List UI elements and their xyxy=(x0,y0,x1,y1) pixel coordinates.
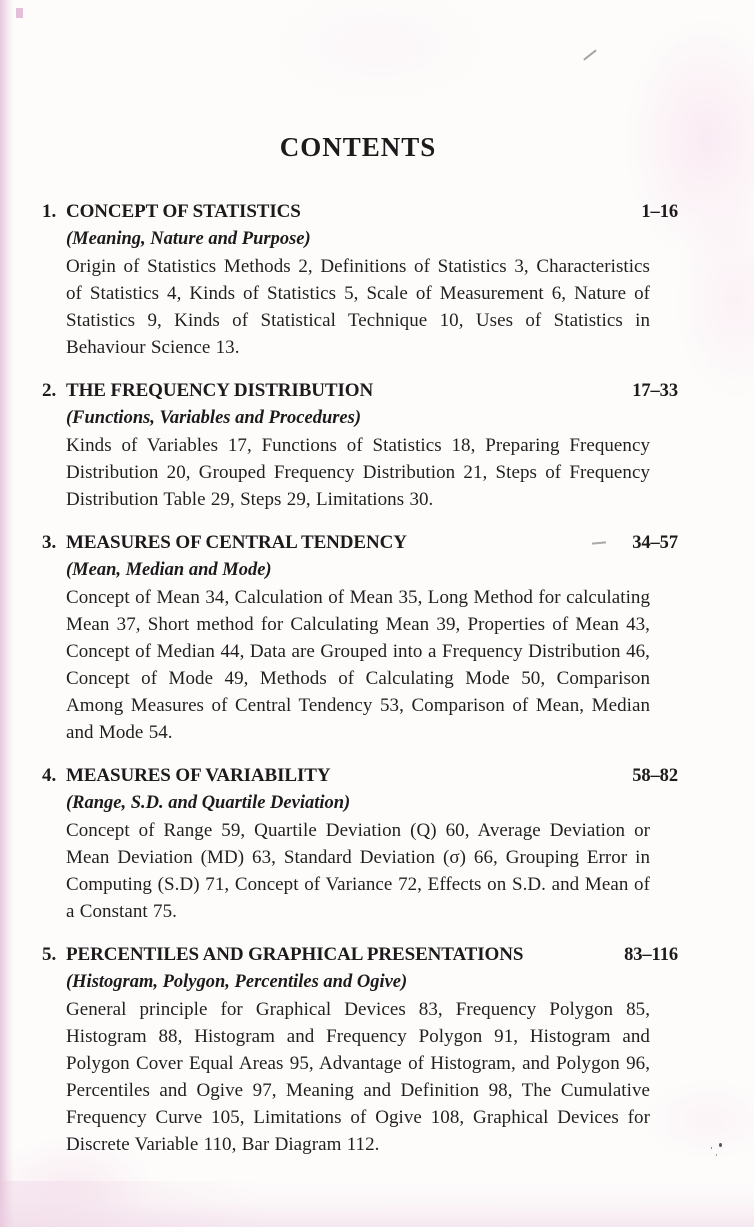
entry-page-range: 17–33 xyxy=(632,381,678,401)
scan-bottom-tint xyxy=(0,1181,754,1227)
entry-title: MEASURES OF CENTRAL TENDENCY xyxy=(66,532,407,553)
toc-entry xyxy=(42,378,678,513)
entry-heading-row xyxy=(66,530,678,556)
entry-body: Concept of Mean 34, Calculation of Mean 35, Long Method for calculating Mean 37, Short method for Calculating Mean 39, Properties of Mean 43, Concept of Median 44, Data are Grouped into a Frequency Distribution 46, Concept of Mode 49, Methods of Calculating Mode 50, Comparison Among Measures of Central Tendency 53, Comparison of Mean, Median and Mode 54. xyxy=(66,587,650,743)
stray-dash-mark xyxy=(592,541,606,544)
entry-subtitle: (Range, S.D. and Quartile Deviation) xyxy=(66,793,351,813)
entry-title: THE FREQUENCY DISTRIBUTION xyxy=(66,380,374,401)
entry-page-range: 58–82 xyxy=(632,766,678,786)
entry-title: MEASURES OF VARIABILITY xyxy=(66,765,331,786)
entry-title: PERCENTILES AND GRAPHICAL PRESENTATIONS xyxy=(66,944,524,965)
entry-number: 4. xyxy=(42,765,57,786)
entry-body: Origin of Statistics Methods 2, Definitions of Statistics 3, Characteristics of Statistics 4, Kinds of Statistics 5, Scale of Measurement 6, Nature of Statistics 9, Kinds of Statistical Technique 10, Uses of Statistics in Behaviour Science 13. xyxy=(66,256,650,358)
entry-subtitle: (Meaning, Nature and Purpose) xyxy=(66,229,311,249)
entry-heading-row xyxy=(66,378,678,404)
entry-page-range: 83–116 xyxy=(624,945,678,965)
entry-subtitle: (Histogram, Polygon, Percentiles and Ogive) xyxy=(66,972,408,992)
toc-entry xyxy=(42,942,678,1158)
entry-heading-row xyxy=(66,942,678,968)
page-title: CONTENTS xyxy=(279,132,437,162)
entry-body: Kinds of Variables 17, Functions of Statistics 18, Preparing Frequency Distribution 20, Grouped Frequency Distribution 21, Steps of Frequency Distribution Table 29, Steps 29, Limitations 30. xyxy=(66,435,650,510)
toc-entry xyxy=(42,763,678,925)
entry-page-range: 34–57 xyxy=(632,533,678,553)
toc-entry xyxy=(42,199,678,361)
entry-body: Concept of Range 59, Quartile Deviation (Q) 60, Average Deviation or Mean Deviation (MD) 63, Standard Deviation (σ) 66, Grouping Error in Computing (S.D) 71, Concept of Variance 72, Effects on S.D. and Mean of a Constant 75. xyxy=(66,820,650,922)
entry-number: 1. xyxy=(42,201,57,222)
entry-title: CONCEPT OF STATISTICS xyxy=(66,201,301,222)
toc-entry xyxy=(42,530,678,746)
entry-body: General principle for Graphical Devices 83, Frequency Polygon 85, Histogram 88, Histogram and Frequency Polygon 91, Histogram and Polygon Cover Equal Areas 95, Advantage of Histogram, and Polygon 96, Percentiles and Ogive 97, Meaning and Definition 98, The Cumulative Frequency Curve 105, Limitations of Ogive 108, Graphical Devices for Discrete Variable 110, Bar Diagram 112. xyxy=(66,999,650,1155)
entry-subtitle: (Functions, Variables and Procedures) xyxy=(66,408,362,428)
entry-heading-row xyxy=(66,199,678,225)
entry-number: 3. xyxy=(42,532,57,553)
entry-subtitle: (Mean, Median and Mode) xyxy=(66,560,272,580)
entry-page-range: 1–16 xyxy=(641,202,678,222)
entry-heading-row xyxy=(66,763,678,789)
entry-number: 2. xyxy=(42,380,57,401)
entry-number: 5. xyxy=(42,944,57,965)
